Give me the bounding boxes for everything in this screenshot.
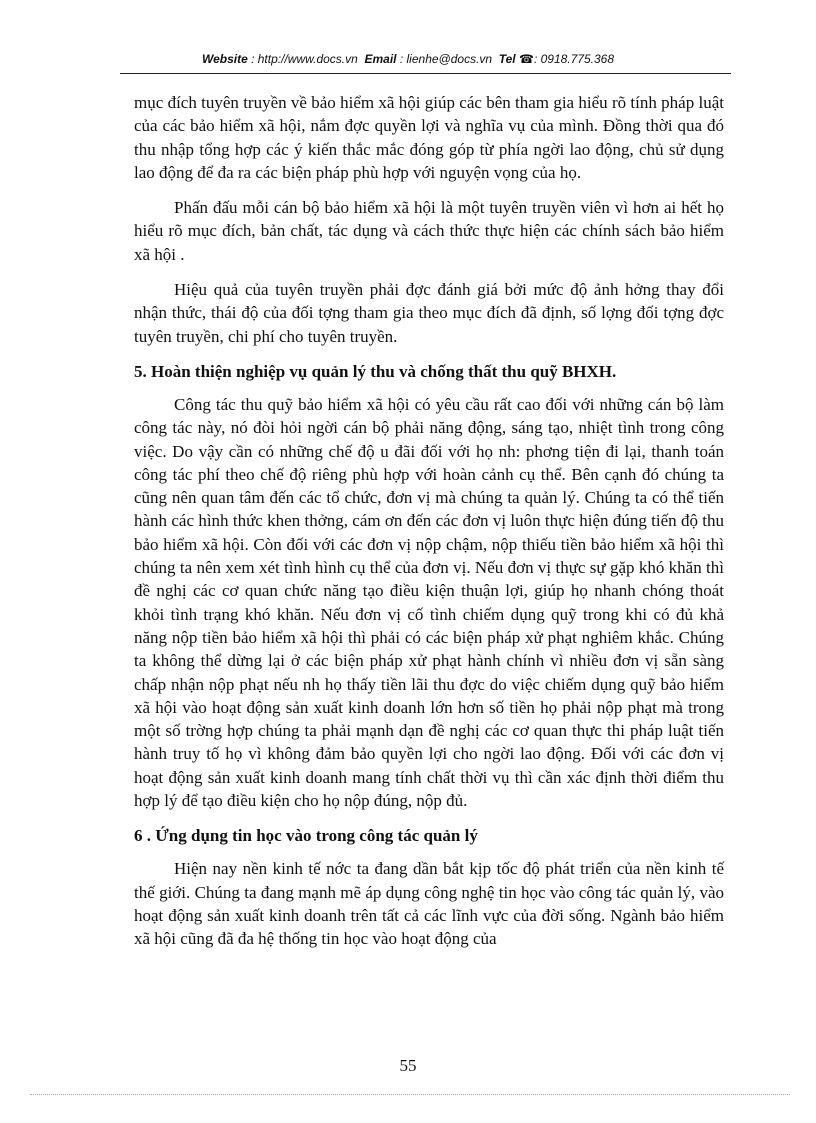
footer-dotted-line (30, 1094, 790, 1095)
paragraph-4: Công tác thu quỹ bảo hiểm xã hội có yêu cầu rất cao đối với những cán bộ làm công tác này, nó đòi hỏi ngời cán bộ phải năng động, sáng tạo, nhiệt tình trong công việc. Do vậy cần có những chế độ u đãi đối với họ nh: phơng tiện đi lại, thanh toán công tác phí theo chế độ riêng phù hợp với hoàn cảnh cụ thể. Bên cạnh đó chúng ta cũng nên quan tâm đến các tổ chức, đơn vị mà chúng ta quản lý. Chúng ta có thể tiến hành các hình thức khen thởng, cám ơn đến các đơn vị luôn thực hiện đúng tiến độ thu bảo hiểm xã hội. Còn đối với các đơn vị nộp chậm, nộp thiếu tiền bảo hiểm xã hội thì chúng ta nên xem xét tình hình cụ thể của đơn vị. Nếu đơn vị thực sự gặp khó khăn thì đề nghị các cơ quan chức năng tạo điều kiện thuận lợi, giúp họ nhanh chóng thoát khỏi tình trạng khó khăn. Nếu đơn vị cố tình chiếm dụng quỹ trong khi có đủ khả năng nộp tiền bảo hiểm xã hội thì phải có các biện pháp xử phạt nghiêm khắc. Chúng ta không thể dừng lại ở các biện pháp xử phạt hành chính vì nhiều đơn vị sẵn sàng chấp nhận nộp phạt nếu nh họ thấy tiền lãi thu đợc do việc chiếm dụng quỹ bảo hiểm xã hội vào hoạt động sản xuất kinh doanh lớn hơn số tiền họ phải nộp phạt mà trong một số trờng hợp chúng ta phải mạnh dạn đề nghị các cơ quan thực thi pháp luật tiến hành truy tố họ vì không đảm bảo quyền lợi cho ngời lao động. Đối với các đơn vị hoạt động sản xuất kinh doanh mang tính chất thời vụ thì cần xác định thời điểm thu hợp lý để tạo điều kiện cho họ nộp đúng, nộp đủ. (134, 394, 724, 811)
phone-icon: ☎ (519, 52, 534, 66)
paragraph-2: Phấn đấu mỗi cán bộ bảo hiểm xã hội là một tuyên truyền viên vì hơn ai hết họ hiểu rõ mục đích, bản chất, tác dụng và cách thức thực hiện các chính sách bảo hiểm xã hội . (134, 198, 724, 264)
document-body (134, 91, 724, 963)
tel-value: : 0918.775.368 (533, 52, 615, 66)
section-heading-6: 6 . Ứng dụng tin học vào trong công tác quản lý (134, 826, 478, 846)
paragraph-3: Hiệu quả của tuyên truyền phải đợc đánh giá bởi mức độ ảnh hởng thay đổi nhận thức, thái độ của đối tợng tham gia theo mục đích đã định, số lợng đối tợng đợc tuyên truyền, chi phí cho tuyên truyền. (134, 280, 724, 346)
email-value: : lienhe@docs.vn (399, 52, 493, 66)
section-heading-5: 5. Hoàn thiện nghiệp vụ quản lý thu và chống thất thu quỹ BHXH. (134, 361, 617, 381)
page-header (0, 52, 816, 66)
email-label: Email (364, 52, 397, 66)
paragraph-1: mục đích tuyên truyền về bảo hiểm xã hội giúp các bên tham gia hiểu rõ tính pháp luật của các bảo hiểm xã hội, nắm đợc quyền lợi và nghĩa vụ của mình. Đồng thời qua đó thu nhập tổng hợp các ý kiến thắc mắc đóng góp từ phía ngời lao động, chủ sử dụng lao động để đa ra các biện pháp phù hợp với nguyện vọng của họ. (134, 93, 724, 182)
header-divider (120, 73, 731, 74)
page-number: 55 (399, 1056, 417, 1075)
tel-label: Tel (498, 52, 516, 66)
website-label: Website (201, 52, 248, 66)
paragraph-5: Hiện nay nền kinh tế nớc ta đang dần bắt kịp tốc độ phát triển của nền kinh tế thế giới. Chúng ta đang mạnh mẽ áp dụng công nghệ tin học vào công tác quản lý, vào hoạt động sản xuất kinh doanh trên tất cả các lĩnh vực của đời sống. Ngành bảo hiểm xã hội cũng đã đa hệ thống tin học vào hoạt động của (134, 859, 724, 949)
website-value: : http://www.docs.vn (251, 52, 358, 66)
